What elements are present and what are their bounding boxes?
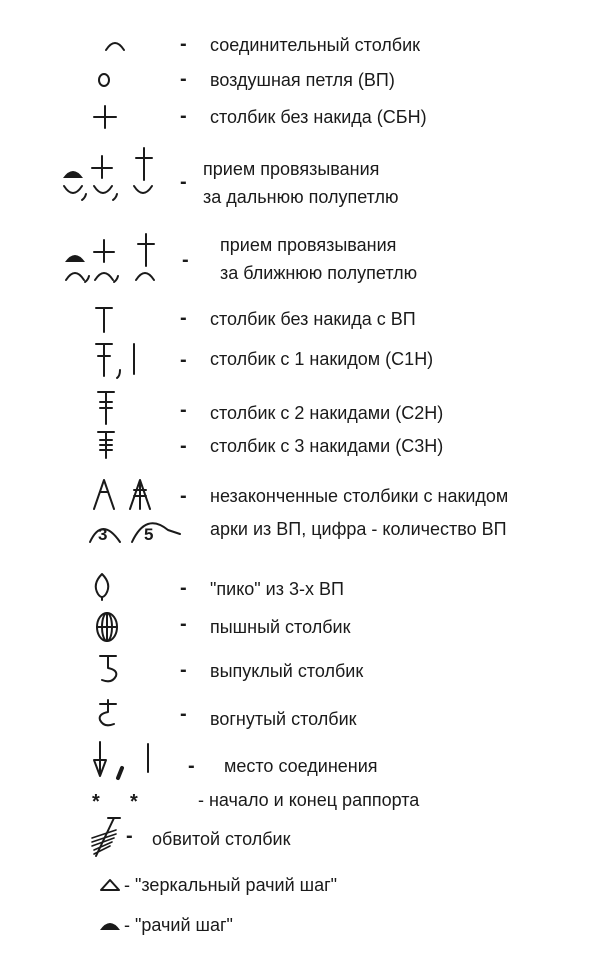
crab-stitch-icon <box>98 916 122 934</box>
legend-dash: - <box>188 755 195 777</box>
legend-label: столбик с 3 накидами (С3Н) <box>210 436 444 456</box>
legend-label: прием провязывания <box>203 159 380 179</box>
single-crochet-icon <box>90 102 120 132</box>
legend-label: обвитой столбик <box>152 829 291 849</box>
legend-label: воздушная петля (ВП) <box>210 70 395 90</box>
chain-stitch-icon <box>92 68 116 92</box>
unfinished-stitches-icon <box>90 476 170 512</box>
legend-dash: - <box>180 307 187 329</box>
mirror-crab-stitch-icon <box>98 876 122 894</box>
svg-text:*: * <box>130 791 138 813</box>
repeat-marker-icon <box>92 790 162 813</box>
legend-label: место соединения <box>224 756 378 776</box>
legend-dash: - <box>180 349 187 371</box>
back-loop-icon <box>58 144 168 200</box>
legend-dash: - <box>180 435 187 457</box>
front-post-icon <box>94 652 124 686</box>
legend-dash: - <box>180 659 187 681</box>
half-double-crochet-icon <box>92 304 116 334</box>
slip-stitch-icon <box>100 34 130 54</box>
legend-label: прием провязывания <box>220 235 397 255</box>
legend-dash: - <box>180 171 187 193</box>
svg-text:*: * <box>92 791 100 813</box>
legend-label: - начало и конец раппорта <box>198 790 420 810</box>
legend-label: выпуклый столбик <box>210 661 364 681</box>
legend-label: столбик с 2 накидами (С2Н) <box>210 403 444 423</box>
legend-label: - "рачий шаг" <box>124 915 233 935</box>
legend-label: арки из ВП, цифра - количество ВП <box>210 519 507 539</box>
legend-label: незаконченные столбики с накидом <box>210 486 509 506</box>
legend-label: соединительный столбик <box>210 35 421 55</box>
legend-dash: - <box>180 105 187 127</box>
front-loop-icon <box>60 232 170 286</box>
legend-label: - "зеркальный рачий шаг" <box>124 875 338 895</box>
legend-dash: - <box>180 613 187 635</box>
back-post-icon <box>94 696 124 732</box>
double-treble-icon <box>94 428 118 462</box>
legend-dash: - <box>182 249 189 271</box>
legend-label: за дальнюю полупетлю <box>203 187 399 207</box>
arch-number: 5 <box>144 525 154 544</box>
legend-dash: - <box>180 485 187 507</box>
picot-icon <box>90 570 116 604</box>
chain-arch-icon <box>86 510 186 546</box>
legend-label: за ближнюю полупетлю <box>220 263 418 283</box>
legend-label: столбик без накида с ВП <box>210 309 416 329</box>
double-crochet-icon <box>92 338 144 380</box>
legend-label: столбик без накида (СБН) <box>210 107 427 127</box>
legend-dash: - <box>180 703 187 725</box>
legend-label: пышный столбик <box>210 617 351 637</box>
legend-dash: - <box>180 68 187 90</box>
arch-number: 3 <box>98 525 108 544</box>
legend-label: вогнутый столбик <box>210 709 357 729</box>
legend-label: столбик с 1 накидом (С1Н) <box>210 349 434 369</box>
legend-dash: - <box>126 825 133 847</box>
wrapped-stitch-icon <box>86 816 126 860</box>
join-place-icon <box>88 740 168 784</box>
treble-crochet-icon <box>94 388 118 428</box>
puff-stitch-icon <box>92 610 122 644</box>
legend-dash: - <box>180 33 187 55</box>
legend-dash: - <box>180 577 187 599</box>
legend-label: "пико" из 3-х ВП <box>210 579 344 599</box>
legend-dash: - <box>180 399 187 421</box>
